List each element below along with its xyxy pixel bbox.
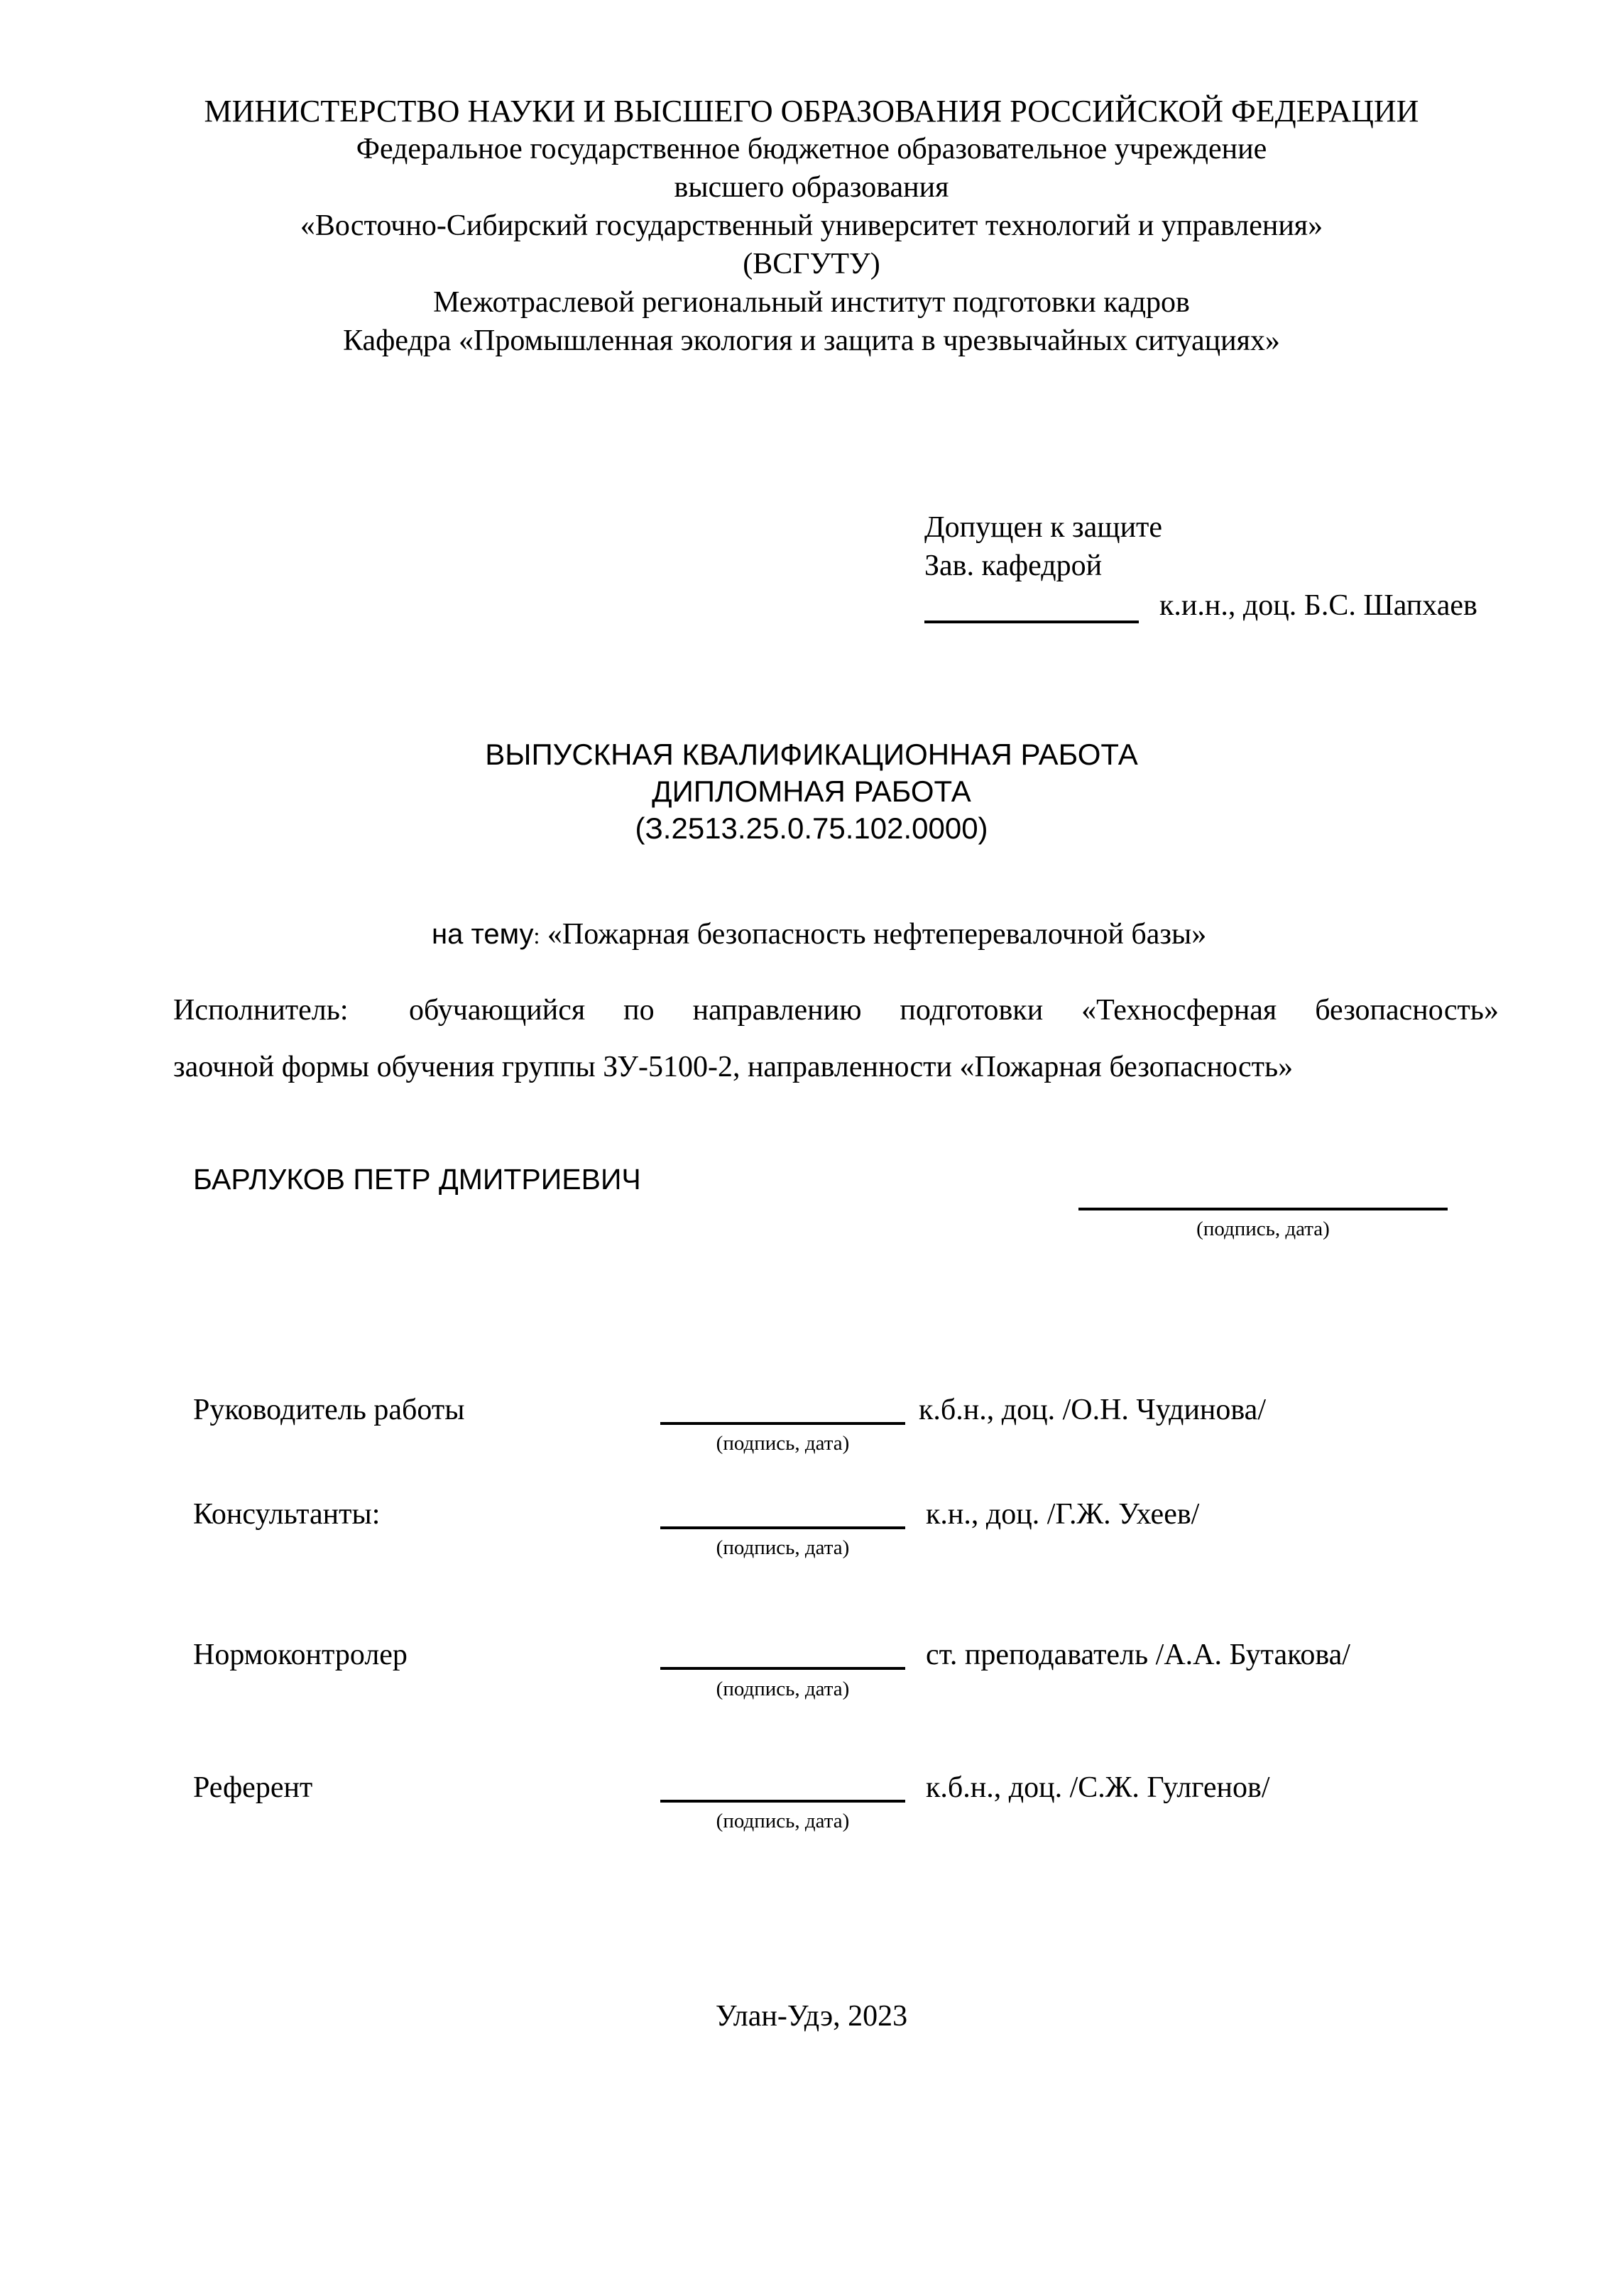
consultant-signature-hint: (подпись, дата) <box>716 1536 850 1559</box>
performer-word: обучающийся <box>409 994 586 1027</box>
referee-name: к.б.н., доц. /С.Ж. Гулгенов/ <box>926 1771 1270 1804</box>
referee-role: Референт <box>193 1771 313 1804</box>
topic-line <box>432 917 1206 953</box>
normcontrol-name: ст. преподаватель /А.А. Бутакова/ <box>926 1639 1350 1671</box>
university-abbreviation: (ВСГУТУ) <box>743 248 880 280</box>
supervisor-signature-hint: (подпись, дата) <box>716 1432 850 1455</box>
supervisor-signature-line <box>660 1422 905 1425</box>
ministry-name: МИНИСТЕРСТВО НАУКИ И ВЫСШЕГО ОБРАЗОВАНИЯ РОССИЙСКОЙ ФЕДЕРАЦИИ <box>204 94 1419 129</box>
consultant-signature-line <box>660 1526 905 1529</box>
work-code: (З.2513.25.0.75.102.0000) <box>635 811 988 845</box>
performer-label: Исполнитель: <box>173 994 349 1027</box>
referee-signature-hint: (подпись, дата) <box>716 1810 850 1832</box>
performer-word: по <box>623 994 655 1027</box>
supervisor-role: Руководитель работы <box>193 1394 465 1426</box>
topic-prefix: на тему <box>432 919 534 950</box>
supervisor-name: к.б.н., доц. /О.Н. Чудинова/ <box>919 1394 1266 1426</box>
university-name: «Восточно-Сибирский государственный университет технологий и управления» <box>300 209 1323 242</box>
institution-type-line-1: Федеральное государственное бюджетное образовательное учреждение <box>356 133 1267 165</box>
performer-line-2: заочной формы обучения группы ЗУ-5100-2, направленности «Пожарная безопасность» <box>173 1051 1294 1083</box>
student-name: БАРЛУКОВ ПЕТР ДМИТРИЕВИЧ <box>193 1163 641 1196</box>
approval-admitted: Допущен к защите <box>924 511 1163 544</box>
consultant-name: к.н., доц. /Г.Ж. Ухеев/ <box>926 1498 1200 1531</box>
normcontrol-signature-line <box>660 1667 905 1670</box>
work-subtype-title: ДИПЛОМНАЯ РАБОТА <box>652 775 971 808</box>
performer-line-1 <box>409 993 1499 1028</box>
approval-head-title: Зав. кафедрой <box>924 550 1103 582</box>
approval-head-name: к.и.н., доц. Б.С. Шапхаев <box>1159 589 1477 622</box>
approval-signature-line <box>924 621 1139 623</box>
institution-type-line-2: высшего образования <box>674 171 949 204</box>
work-type-title: ВЫПУСКНАЯ КВАЛИФИКАЦИОННАЯ РАБОТА <box>485 738 1138 771</box>
institute-name: Межотраслевой региональный институт подготовки кадров <box>433 286 1190 319</box>
performer-word: «Техносферная <box>1081 994 1277 1027</box>
normcontrol-signature-hint: (подпись, дата) <box>716 1678 850 1700</box>
normcontrol-role: Нормоконтролер <box>193 1639 408 1671</box>
performer-word: подготовки <box>900 994 1044 1027</box>
department-name: Кафедра «Промышленная экология и защита в чрезвычайных ситуациях» <box>343 324 1280 357</box>
referee-signature-line <box>660 1800 905 1803</box>
topic-colon: : <box>533 923 540 949</box>
student-signature-hint: (подпись, дата) <box>1196 1218 1330 1240</box>
topic-text: «Пожарная безопасность нефтеперевалочной базы» <box>547 918 1207 951</box>
consultants-role: Консультанты: <box>193 1498 381 1531</box>
performer-word: направлению <box>692 994 862 1027</box>
city-year: Улан-Удэ, 2023 <box>715 2000 908 2033</box>
performer-word: безопасность» <box>1315 994 1499 1027</box>
student-signature-line <box>1078 1208 1448 1210</box>
